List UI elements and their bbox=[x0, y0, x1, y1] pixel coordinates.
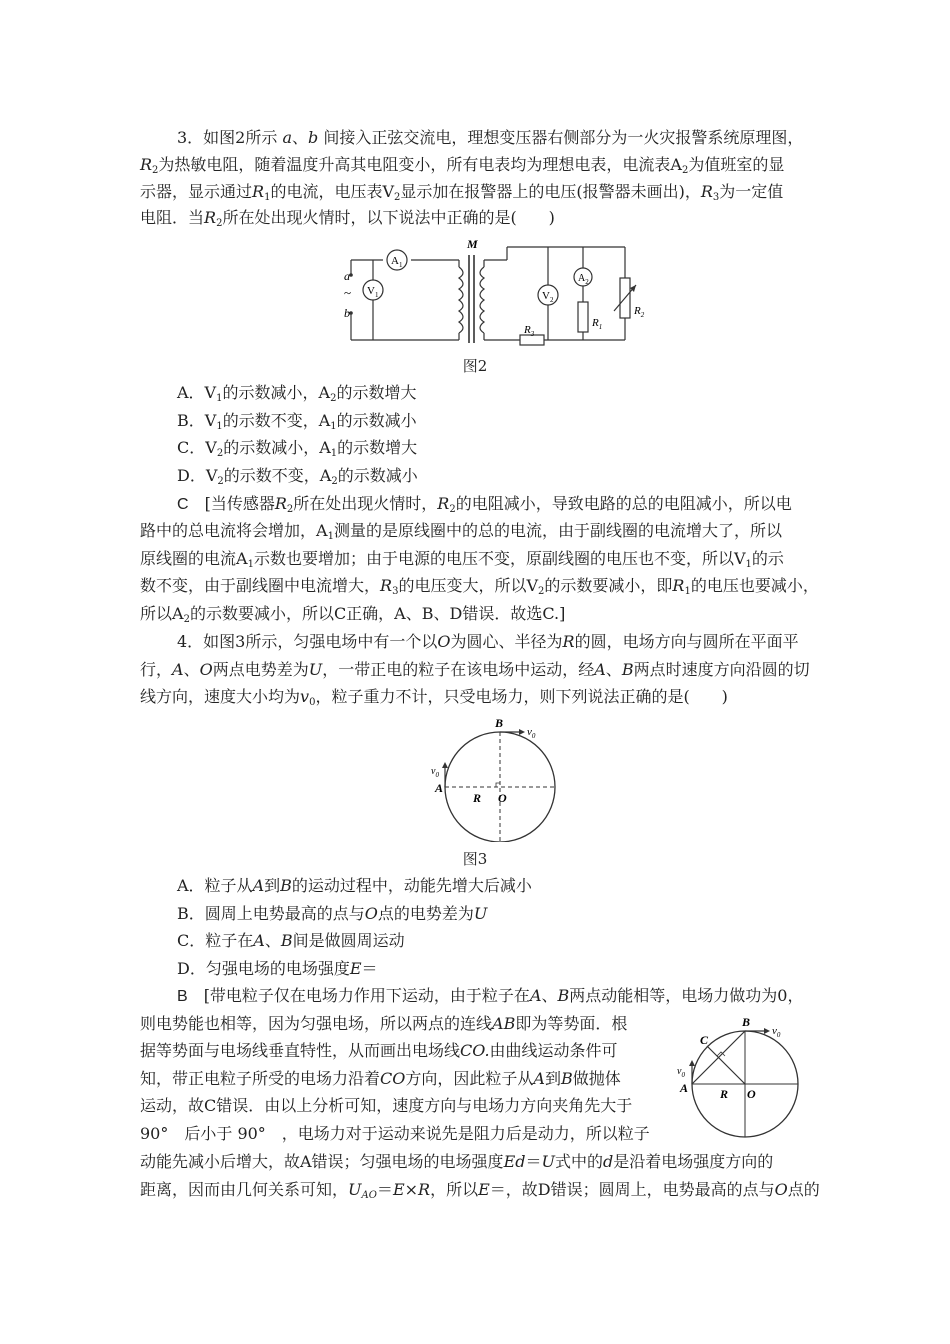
q3-line-1: 3．如图2所示 a、b 间接入正弦交流电，理想变压器右侧部分为一火灾报警系统原理图， bbox=[177, 128, 804, 147]
q4-line-3: 线方向，速度大小均为$v_0$，粒子重力不计，只受电场力，则下列说法正确的是( ) bbox=[140, 687, 728, 708]
answer-circle-diagram bbox=[672, 1012, 812, 1142]
svg-text:O: O bbox=[747, 1087, 756, 1101]
q3-option-a: A．$V_1$的示数减小，$A_2$的示数增大 bbox=[177, 383, 417, 404]
svg-text:v0: $v_0$ bbox=[677, 1066, 685, 1079]
svg-text:~: ~ bbox=[344, 285, 352, 300]
q4-answer-line-2: 则电势能也相等，因为匀强电场，所以两点的连线AB即为等势面．根 bbox=[140, 1014, 628, 1033]
circuit-diagram bbox=[335, 235, 665, 350]
q3-answer-line-2: 路中的总电流将会增加，$A_1$测量的是原线圈中的总的电流，由于副线圈的电流增大了，所以 bbox=[140, 521, 782, 542]
q4-answer-line-8: 距离，因而由几何关系可知，$U_{AO}=E\times R$，所以E＝，故D错误；圆周上，电势最高的点与O点的 bbox=[140, 1180, 820, 1201]
answer-letter: B bbox=[177, 988, 188, 1005]
q3-answer-line-3: 原线圈的电流$A_1$示数也要增加；由于电源的电压不变，原副线圈的电压也不变，所以$V_1$的示 bbox=[140, 549, 784, 570]
q3-answer-line-5: 所以$A_2$的示数要减小，所以C正确，A、B、D错误．故选C.] bbox=[140, 604, 566, 625]
q4-option-b: B．圆周上电势最高的点与O点的电势差为U bbox=[177, 904, 488, 923]
q4-option-c: C．粒子在A、B间是做圆周运动 bbox=[177, 931, 405, 950]
svg-text:R: R bbox=[720, 1087, 729, 1101]
answer-letter: C bbox=[177, 496, 189, 513]
q3-answer-line-4: 数不变，由于副线圈中电流增大，$R_3$的电压变大，所以$V_2$的示数要减小，即$R_1$的电压也要减小， bbox=[140, 576, 819, 597]
q4-answer-line-7: 动能先减小后增大，故A错误；匀强电场的电场强度Ed＝U式中的d是沿着电场强度方向的 bbox=[140, 1152, 774, 1171]
q3-line-4: 电阻．当$R_2$所在处出现火情时，以下说法中正确的是( ) bbox=[140, 208, 555, 229]
q4-answer-line-1: B [带电粒子仅在电场力作用下运动，由于粒子在A、B两点动能相等，电场力做功为0， bbox=[177, 986, 804, 1005]
svg-text:V2: $V_2$ bbox=[542, 290, 554, 304]
figure-2-caption: 图2 bbox=[462, 357, 488, 375]
svg-text:A: A bbox=[435, 781, 444, 795]
q4-answer-line-6: 90° 后小于 90° ，电场力对于运动来说先是阻力后是动力，所以粒子 bbox=[140, 1124, 650, 1143]
q3-answer-line-1: C [当传感器$R_2$所在处出现火情时，$R_2$的电阻减小，导致电路的总的电阻减小，所以电 bbox=[177, 494, 792, 515]
circle-field-diagram bbox=[425, 712, 565, 842]
q4-option-a: A．粒子从A到B的运动过程中，动能先增大后减小 bbox=[177, 876, 532, 895]
svg-text:B: B bbox=[495, 716, 504, 730]
q3-option-c: C．$V_2$的示数减小，$A_1$的示数增大 bbox=[177, 438, 418, 459]
svg-text:O: O bbox=[498, 791, 507, 805]
q3-line-3: 示器，显示通过$R_1$的电流，电压表$V_2$显示加在报警器上的电压(报警器未画出)，$R_3$为一定值 bbox=[140, 182, 784, 203]
svg-text:v0: $v_0$ bbox=[431, 766, 439, 779]
q4-line-2: 行，A、O两点电势差为U，一带正电的粒子在该电场中运动，经A、B两点时速度方向沿圆的切 bbox=[140, 660, 810, 679]
svg-text:B: B bbox=[742, 1015, 751, 1029]
q3-option-d: D．$V_2$的示数不变，$A_2$的示数减小 bbox=[177, 466, 418, 487]
q3-option-b: B．$V_1$的示数不变，$A_1$的示数减小 bbox=[177, 411, 417, 432]
svg-text:v0: $v_0$ bbox=[772, 1025, 781, 1039]
svg-text:R2: $R_2$ bbox=[634, 305, 645, 319]
svg-text:R: R bbox=[473, 791, 482, 805]
q4-line-1: 4．如图3所示，匀强电场中有一个以O为圆心、半径为R的圆，电场方向与圆所在平面平 bbox=[177, 632, 799, 651]
q4-answer-line-3: 据等势面与电场线垂直特性，从而画出电场线CO.由曲线运动条件可 bbox=[140, 1041, 618, 1060]
svg-text:C: C bbox=[700, 1033, 709, 1047]
figure-3-caption: 图3 bbox=[462, 850, 488, 868]
q4-answer-line-5: 运动，故C错误．由以上分析可知，速度方向与电场力方向夹角先大于 bbox=[140, 1096, 633, 1115]
svg-text:A2: $A_2$ bbox=[578, 273, 589, 286]
svg-text:b: b bbox=[344, 306, 350, 320]
svg-text:V1: $V_1$ bbox=[367, 285, 379, 299]
svg-text:R1: $R_1$ bbox=[592, 317, 603, 331]
svg-text:A1: $A_1$ bbox=[391, 255, 403, 269]
svg-text:M: M bbox=[467, 237, 478, 251]
q3-line-2: $R_2$为热敏电阻，随着温度升高其电阻变小，所有电表均为理想电表，电流表$A_2$为值班室的显 bbox=[140, 155, 785, 176]
svg-text:v0: $v_0$ bbox=[527, 726, 536, 740]
svg-text:a: a bbox=[344, 269, 350, 283]
q4-answer-line-4: 知，带正电粒子所受的电场力沿着CO方向，因此粒子从A到B做抛体 bbox=[140, 1069, 621, 1088]
svg-text:R3: $R_3$ bbox=[524, 324, 535, 338]
svg-text:A: A bbox=[680, 1081, 689, 1095]
q4-option-d: D．匀强电场的电场强度E＝ bbox=[177, 959, 378, 978]
